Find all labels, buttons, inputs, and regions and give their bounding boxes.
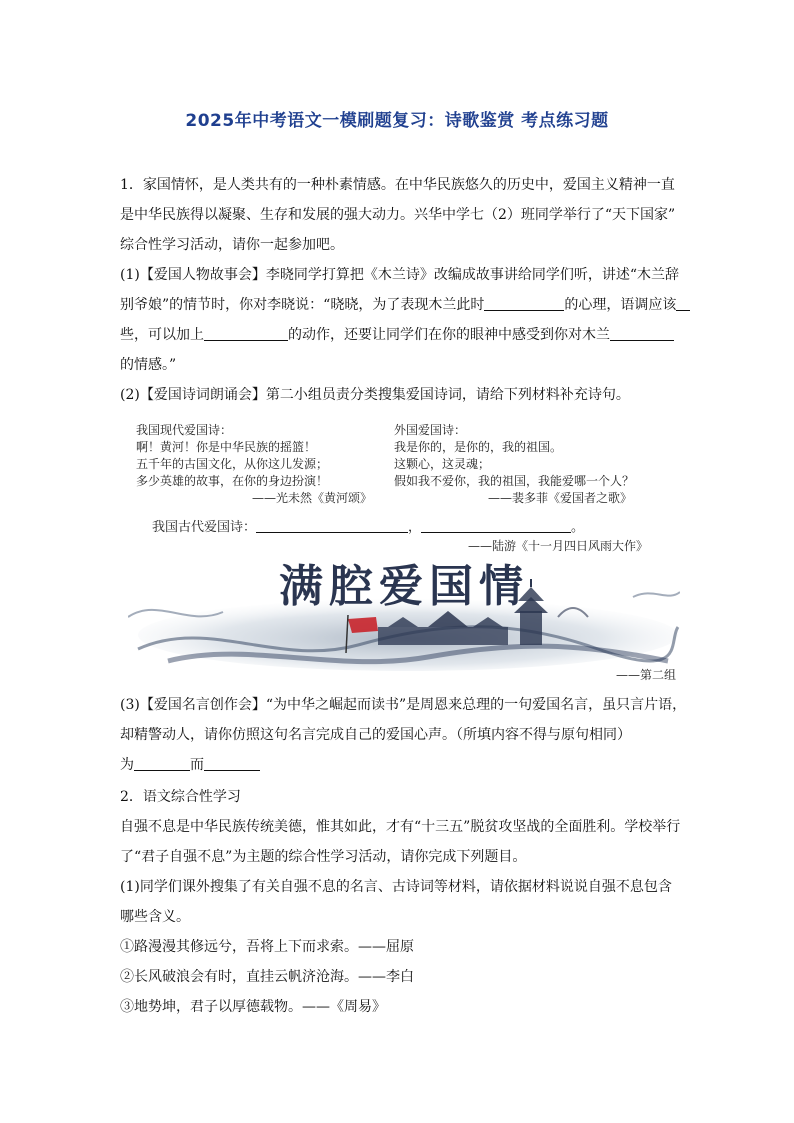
q2-intro-line-2: 了“君子自强不息”为主题的综合性学习活动，请你完成下列题目。 (120, 849, 527, 865)
modern-poem-line-3: 多少英雄的故事，在你的身边扮演！ (136, 474, 329, 488)
ancient-poem-label: 我国古代爱国诗： (152, 520, 257, 535)
foreign-poem-heading: 外国爱国诗： (394, 423, 467, 437)
banner-credit: ——第二组 (616, 668, 677, 682)
answer-blank-motto-1[interactable] (134, 756, 190, 771)
q1-sub3-line-2: 却精警动人，请你仿照这句名言完成自己的爱国心声。（所填内容不得与原句相同） (120, 727, 631, 743)
ancient-poem-credit: ——陆游《十一月四日风雨大作》 (468, 539, 649, 553)
ancient-poem-end: 。 (571, 520, 585, 535)
q1-sub1-text-2a: 别爷娘”的情节时，你对李晓说：“晓晓，为了表现木兰此时 (120, 297, 485, 313)
answer-blank-action[interactable] (204, 326, 288, 341)
foreign-poem-box (394, 422, 634, 507)
ancient-poem-sep: ， (408, 520, 422, 535)
q1-sub1-line-1: (1)【爱国人物故事会】李晓同学打算把《木兰诗》改编成故事讲给同学们听，讲述“木兰辞 (120, 267, 679, 283)
answer-blank-ancient-2[interactable] (421, 518, 571, 533)
q1-sub3-line-1: (3)【爱国名言创作会】“为中华之崛起而读书”是周恩来总理的一句爱国名言，虽只言片语， (120, 697, 687, 713)
foreign-poem-line-3: 假如我不爱你，我的祖国，我能爱哪一个人？ (394, 474, 635, 488)
patriotic-banner-image (128, 557, 680, 675)
modern-poem-credit: ——光未然《黄河颂》 (252, 491, 373, 505)
q1-sub1-text-3b: 的动作，还要让同学们在你的眼神中感受到你对木兰 (288, 327, 610, 343)
q1-sub3-text-for: 为 (120, 757, 134, 773)
ancient-poem-line (152, 518, 584, 536)
q2-intro-line-1: 自强不息是中华民族传统美德，惟其如此，才有“十三五”脱贫攻坚战的全面胜利。学校举行 (120, 819, 681, 835)
answer-blank-ancient-1[interactable] (256, 518, 408, 533)
foreign-poem-credit: ——裴多菲《爱国者之歌》 (488, 491, 633, 505)
document-title: 2025年中考语文一模刷题复习：诗歌鉴赏 考点练习题 (185, 111, 609, 131)
answer-blank-mood[interactable] (484, 296, 564, 311)
question-1-part-3 (120, 690, 687, 780)
q1-sub1-line-4: 的情感。” (120, 357, 177, 373)
foreign-poem-line-2: 这颗心，这灵魂； (394, 457, 491, 471)
q1-intro-line-3: 综合性学习活动，请你一起参加吧。 (120, 237, 344, 253)
ink-landscape-illustration (128, 557, 680, 675)
question-1 (120, 170, 680, 410)
q1-sub3-line-3 (120, 750, 680, 780)
modern-poem-heading: 我国现代爱国诗： (136, 423, 233, 437)
q1-intro-line-2: 是中华民族得以凝聚、生存和发展的强大动力。兴华中学七（2）班同学举行了“天下国家” (120, 207, 676, 223)
answer-blank-tone[interactable] (676, 296, 690, 311)
q2-heading: 2．语文综合性学习 (120, 789, 241, 805)
foreign-poem-line-1: 我是你的，是你的，我的祖国。 (394, 440, 563, 454)
q1-sub1-text-2b: 的心理，语调应该 (564, 297, 677, 313)
banner-calligraphy-text: 满腔爱国情 (279, 561, 529, 612)
modern-poem-line-1: 啊！黄河！你是中华民族的摇篮！ (136, 440, 317, 454)
question-2 (120, 782, 680, 1022)
answer-blank-emotion[interactable] (610, 326, 674, 341)
q1-sub1-line-2 (120, 290, 680, 320)
q2-sub1-line-1: (1)同学们课外搜集了有关自强不息的名言、古诗词等材料，请依据材料说说自强不息包含 (120, 879, 672, 895)
modern-poem-box (136, 422, 372, 507)
q1-sub1-text-3a: 些，可以加上 (120, 327, 204, 343)
q1-sub1-line-3 (120, 320, 680, 350)
q2-item-2: ②长风破浪会有时，直挂云帆济沧海。——李白 (120, 969, 414, 985)
q2-item-3: ③地势坤，君子以厚德载物。——《周易》 (120, 999, 386, 1015)
modern-poem-line-2: 五千年的古国文化，从你这儿发源； (136, 457, 329, 471)
q1-intro-line-1: 1．家国情怀，是人类共有的一种朴素情感。在中华民族悠久的历史中，爱国主义精神一直 (120, 177, 675, 193)
q2-sub1-line-2: 哪些含义。 (120, 909, 190, 925)
q1-sub2-line: (2)【爱国诗词朗诵会】第二小组员责分类搜集爱国诗词，请给下列材料补充诗句。 (120, 387, 630, 403)
answer-blank-motto-2[interactable] (204, 756, 260, 771)
q1-sub3-text-and: 而 (190, 757, 204, 773)
q2-item-1: ①路漫漫其修远兮，吾将上下而求索。——屈原 (120, 939, 414, 955)
